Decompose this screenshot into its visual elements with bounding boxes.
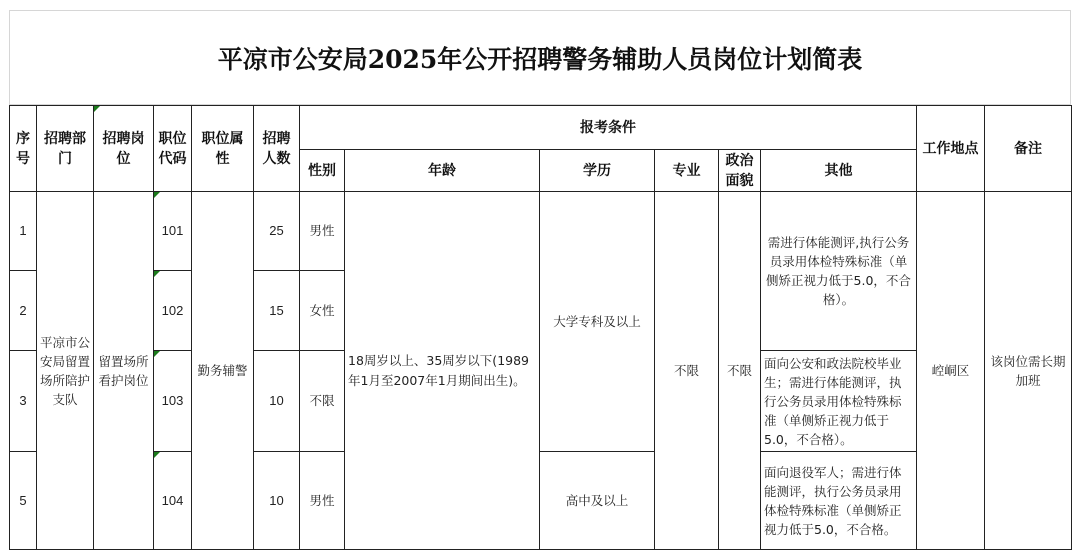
cell-code: 102 [154, 271, 192, 351]
cell-age: 18周岁以上、35周岁以下(1989年1月至2007年1月期间出生)。 [345, 192, 540, 550]
cell-seq: 3 [10, 351, 37, 452]
table-row [10, 192, 1072, 271]
cell-remark: 该岗位需长期加班 [985, 192, 1072, 550]
cell-code: 104 [154, 452, 192, 550]
cell-gender: 女性 [300, 271, 345, 351]
cell-seq: 5 [10, 452, 37, 550]
cell-education-college: 大学专科及以上 [540, 192, 655, 452]
cell-dept: 平凉市公安局留置场所陪护支队 [37, 192, 94, 550]
cell-major: 不限 [655, 192, 719, 550]
cell-other-5: 面向退役军人；需进行体能测评，执行公务员录用体检特殊标准（单侧矫正视力低于5.0，不合格。 [761, 452, 917, 550]
cell-gender: 男性 [300, 452, 345, 550]
header-major: 专业 [655, 150, 719, 192]
header-gender: 性别 [300, 150, 345, 192]
cell-code: 101 [154, 192, 192, 271]
cell-attr: 勤务辅警 [192, 192, 254, 550]
header-conditions: 报考条件 [300, 106, 917, 150]
cell-political: 不限 [719, 192, 761, 550]
cell-gender: 男性 [300, 192, 345, 271]
cell-location: 崆峒区 [917, 192, 985, 550]
header-remark: 备注 [985, 106, 1072, 192]
cell-code: 103 [154, 351, 192, 452]
cell-count: 10 [254, 452, 300, 550]
header-code: 职位代码 [154, 106, 192, 192]
header-other: 其他 [761, 150, 917, 192]
page-title: 平凉市公安局2025年公开招聘警务辅助人员岗位计划简表 [9, 10, 1071, 105]
cell-education-highschool: 高中及以上 [540, 452, 655, 550]
cell-gender: 不限 [300, 351, 345, 452]
header-education: 学历 [540, 150, 655, 192]
positions-table [9, 105, 1072, 550]
cell-count: 25 [254, 192, 300, 271]
header-seq: 序号 [10, 106, 37, 192]
header-post: 招聘岗位 [94, 106, 154, 192]
header-age: 年龄 [345, 150, 540, 192]
recruitment-sheet [9, 10, 1071, 550]
header-political: 政治面貌 [719, 150, 761, 192]
cell-count: 10 [254, 351, 300, 452]
header-attr: 职位属性 [192, 106, 254, 192]
cell-seq: 1 [10, 192, 37, 271]
cell-count: 15 [254, 271, 300, 351]
header-location: 工作地点 [917, 106, 985, 192]
cell-other-3: 面向公安和政法院校毕业生；需进行体能测评，执行公务员录用体检特殊标准（单侧矫正视力低于5.0，不合格）。 [761, 351, 917, 452]
header-count: 招聘人数 [254, 106, 300, 192]
cell-post: 留置场所看护岗位 [94, 192, 154, 550]
cell-seq: 2 [10, 271, 37, 351]
table-row [10, 452, 1072, 550]
header-dept: 招聘部门 [37, 106, 94, 192]
cell-other-1: 需进行体能测评,执行公务员录用体检特殊标准（单侧矫正视力低于5.0，不合格）。 [761, 192, 917, 351]
